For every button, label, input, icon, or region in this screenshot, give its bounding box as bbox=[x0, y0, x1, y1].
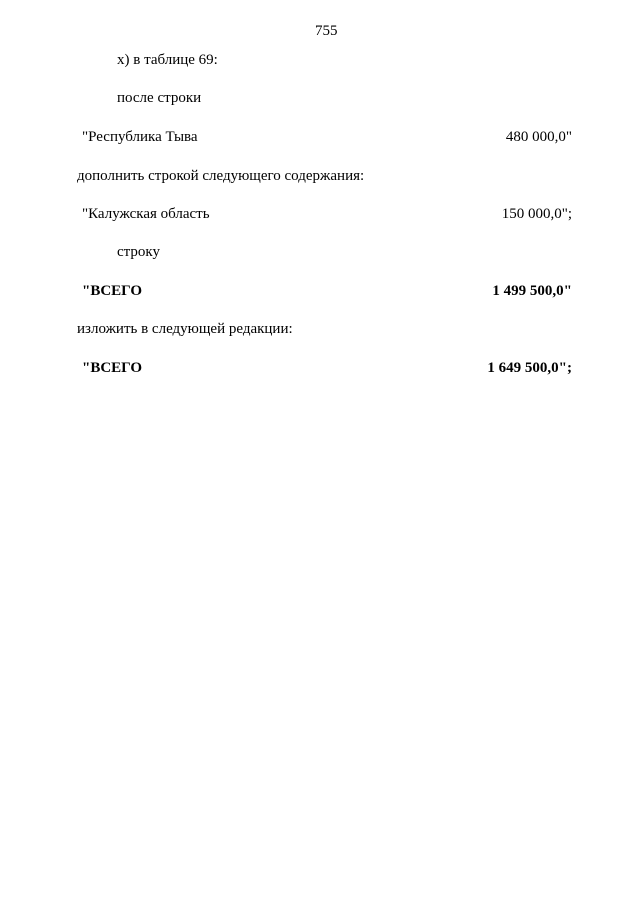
row-kaluga-name: "Калужская область bbox=[82, 206, 210, 222]
row-kaluga-value: 150 000,0"; bbox=[501, 206, 572, 222]
total-old-value: 1 499 500,0" bbox=[492, 283, 572, 299]
total-new-value: 1 649 500,0"; bbox=[487, 360, 572, 376]
after-row-line: после строки bbox=[117, 90, 202, 106]
total-new-name: "ВСЕГО bbox=[82, 360, 143, 376]
add-row-line: дополнить строкой следующего содержания: bbox=[77, 168, 365, 184]
total-old-name: "ВСЕГО bbox=[82, 283, 143, 299]
page-number: 755 bbox=[315, 23, 338, 39]
row-republic-tyva-value: 480 000,0" bbox=[505, 129, 572, 145]
restate-line: изложить в следующей редакции: bbox=[77, 321, 293, 337]
table-reference-line: х) в таблице 69: bbox=[117, 52, 218, 68]
row-word-line: строку bbox=[117, 244, 160, 260]
row-republic-tyva-name: "Республика Тыва bbox=[82, 129, 198, 145]
